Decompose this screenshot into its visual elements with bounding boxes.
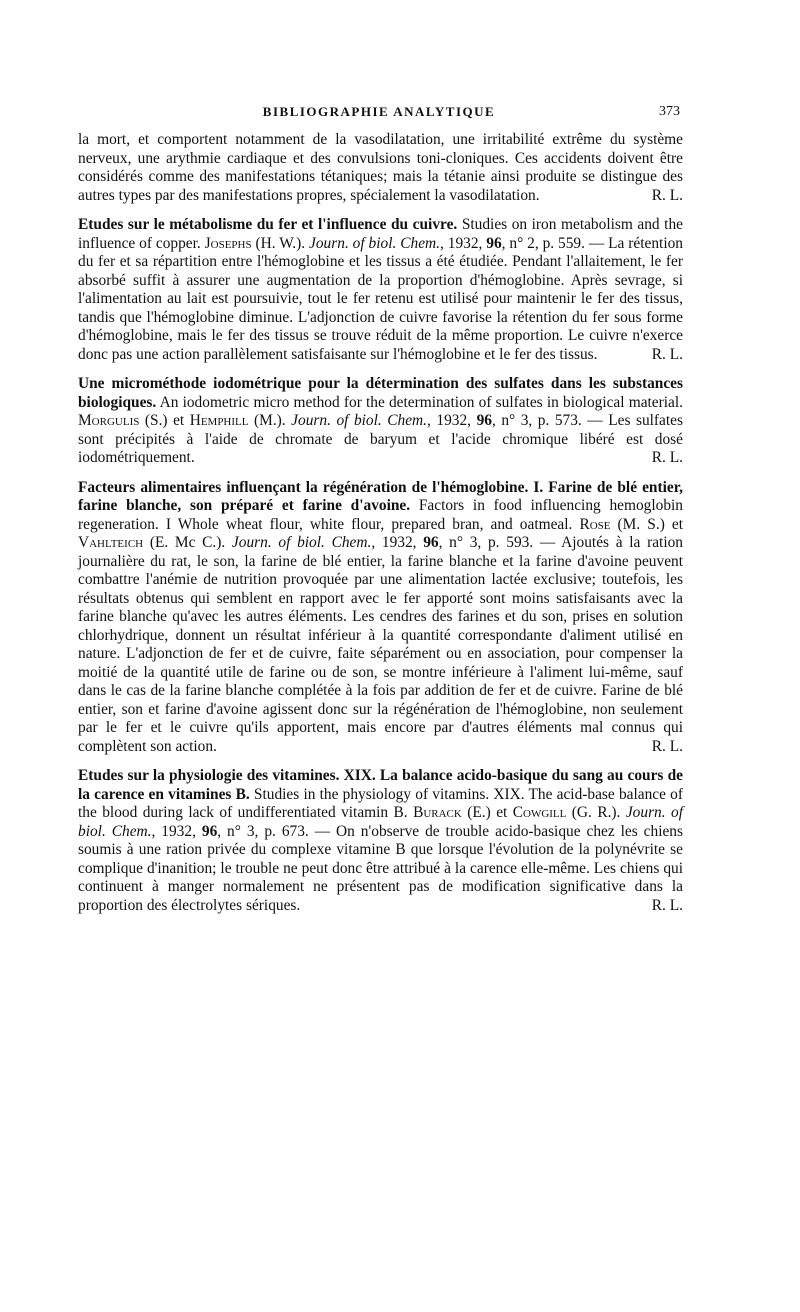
entry-volume: 96 — [486, 234, 502, 252]
reviewer-initials: R. L. — [651, 345, 683, 363]
bibliography-entry — [78, 216, 683, 364]
entry-abstract: La rétention du fer et sa répartition entre l'hémoglobine et les tissus a été étudiée. Pendant l'allaitement, le fer absorbé suffit à assurer une augmentation de la proportion d'hémoglobine. Après sevrage, si l'alimentation au lait est poursuivie, tout le fer retenu est utilisé pour maintenir le fer des tissus, tandis que l'hémoglobine diminue. L'adjonction de cuivre favorise la rétention du fer sous forme d'hémoglobine, mais le fer des tissus se trouve réduit de la même proportion. Le cuivre n'exerce donc pas une action parallèlement satisfaisante sur l'hémoglobine et le fer des tissus. — [78, 234, 683, 363]
running-title: BIBLIOGRAPHIE ANALYTIQUE — [262, 104, 496, 119]
entry-author-initials: (S.) et — [139, 412, 190, 429]
continuation-paragraph — [78, 131, 683, 205]
entry-author-initials: (M.). — [248, 412, 292, 429]
entry-issue: , n° 3, p. 593. — — [438, 534, 562, 551]
reviewer-initials: R. L. — [651, 737, 683, 755]
entry-title-fr: Une microméthode iodométrique pour la détermination des sulfates dans les substances biologiques. — [78, 375, 683, 411]
entry-volume: 96 — [476, 412, 492, 429]
entry-volume: 96 — [201, 822, 218, 840]
entry-author: Vahlteich — [78, 534, 144, 551]
entry-title-en: An iodometric micro method for the determination of sulfates in biological material. — [156, 393, 683, 411]
entry-journal: Journ. of biol. Chem. — [78, 804, 683, 840]
entry-title-fr: Etudes sur la physiologie des vitamines. XIX. La balance acido-basique du sang au cours de la carence en vitamines B. — [78, 767, 683, 803]
entry-journal: Journ. of biol. Chem. — [309, 234, 440, 252]
entry-abstract: On n'observe de trouble acido-basique chez les chiens soumis à une ration privée du complexe vitamine B que lorsque l'évolution de la polynévrite se complique d'inanition; le trouble ne peut donc être attribué à la carence elle-même. Les chiens qui continuent à manger normalement ne présentent pas de modification significative dans la proportion des électrolytes sériques. — [78, 822, 683, 914]
reviewer-initials: R. L. — [651, 186, 683, 204]
entry-author: Hemphill — [189, 412, 249, 429]
entry-author: Morgulis — [78, 412, 140, 429]
entry-author-initials: (E.) et — [461, 804, 513, 821]
entry-issue: , n° 2, p. 559. — — [501, 234, 609, 252]
entry-title-fr: Etudes sur le métabolisme du fer et l'influence du cuivre. — [78, 216, 458, 233]
entry-author: Burack — [413, 804, 462, 821]
entry-title-en: Studies on iron metabolism and the influence of copper. — [78, 216, 683, 252]
entry-year: , 1932, — [427, 412, 477, 429]
page-header — [78, 104, 680, 126]
reviewer-initials: R. L. — [651, 896, 683, 914]
entry-year: , 1932, — [440, 234, 487, 252]
entry-author: Josephs — [204, 234, 252, 252]
entry-author: Rose — [579, 515, 611, 533]
entry-journal: Journ. of biol. Chem. — [291, 412, 428, 429]
entry-author-initials: (M. S.) et — [610, 515, 683, 533]
entry-title-en: Factors in food influencing hemoglobin regeneration. I Whole wheat flour, white flour, prepared bran, and oatmeal. — [78, 497, 683, 533]
entry-issue: , n° 3, p. 673. — — [217, 822, 337, 840]
entry-abstract: Les sulfates sont précipités à l'aide de chromate de baryum et l'acide chromique libéré est dosé iodométriquement. — [78, 412, 683, 466]
page-number: 373 — [659, 104, 680, 119]
entry-journal: Journ. of biol. Chem. — [231, 534, 372, 551]
bibliography-entry — [78, 767, 683, 915]
page-body — [78, 131, 683, 915]
entry-issue: , n° 3, p. 573. — — [491, 412, 609, 429]
entry-author-initials: (G. R.). — [566, 804, 626, 821]
bibliography-entry — [78, 375, 683, 468]
entry-year: , 1932, — [371, 534, 424, 551]
entry-volume: 96 — [423, 534, 439, 551]
reviewer-initials: R. L. — [651, 449, 683, 466]
entry-abstract: Ajoutés à la ration journalière du rat, le son, la farine de blé entier, la farine blanche et la farine d'avoine peuvent combattre l'anémie de nutrition provoquée par une alimentation lactée exclusive; toutefois, les résultats obtenus qui semblent en rapport avec le fer apporté sont moins satisfaisants avec la farine blanche qu'avec les autres éléments. Les cendres des farines et du son, prises en solution chlorhydrique, donnent un résultat inférieur à la quantité correspondante d'aliment utilisé en nature. L'adjonction de fer et de cuivre, faite séparément ou en association, pour compenser la moitié de la quantité utile de farine ou de son, se montre inférieure à l'aliment lui-même, sauf dans le cas de la farine blanche complétée à la fois par addition de fer et de cuivre. Farine de blé entier, son et farine d'avoine agissent donc sur la régénération de l'hémoglobine, non seulement par le fer et le cuivre qu'ils apportent, mais encore par d'autres éléments mal connus qui complètent son action. — [78, 534, 683, 755]
entry-author-initials: (H. W.). — [251, 234, 310, 252]
entry-title-en: Studies in the physiology of vitamins. XIX. The acid-base balance of the blood during lack of undifferentiated vitamin B. — [78, 785, 683, 821]
entry-title-fr: Facteurs alimentaires influençant la régénération de l'hémoglobine. I. Farine de blé entier, farine blanche, son préparé et farine d'avoine. — [78, 478, 683, 514]
entry-year: , 1932, — [151, 822, 202, 840]
entry-author-initials: (E. Mc C.). — [143, 534, 232, 551]
entry-author: Cowgill — [512, 804, 567, 821]
bibliography-entry — [78, 479, 683, 757]
continuation-text: la mort, et comportent notamment de la vasodilatation, une irritabilité extrême du système nerveux, une arythmie cardiaque et des convulsions toni-cloniques. Ces accidents doivent être considérés comme des manifestations tétaniques; mais la tétanie ainsi produite se distingue des autres types par des manifestations propres, spécialement la vasodilatation. — [78, 131, 683, 204]
